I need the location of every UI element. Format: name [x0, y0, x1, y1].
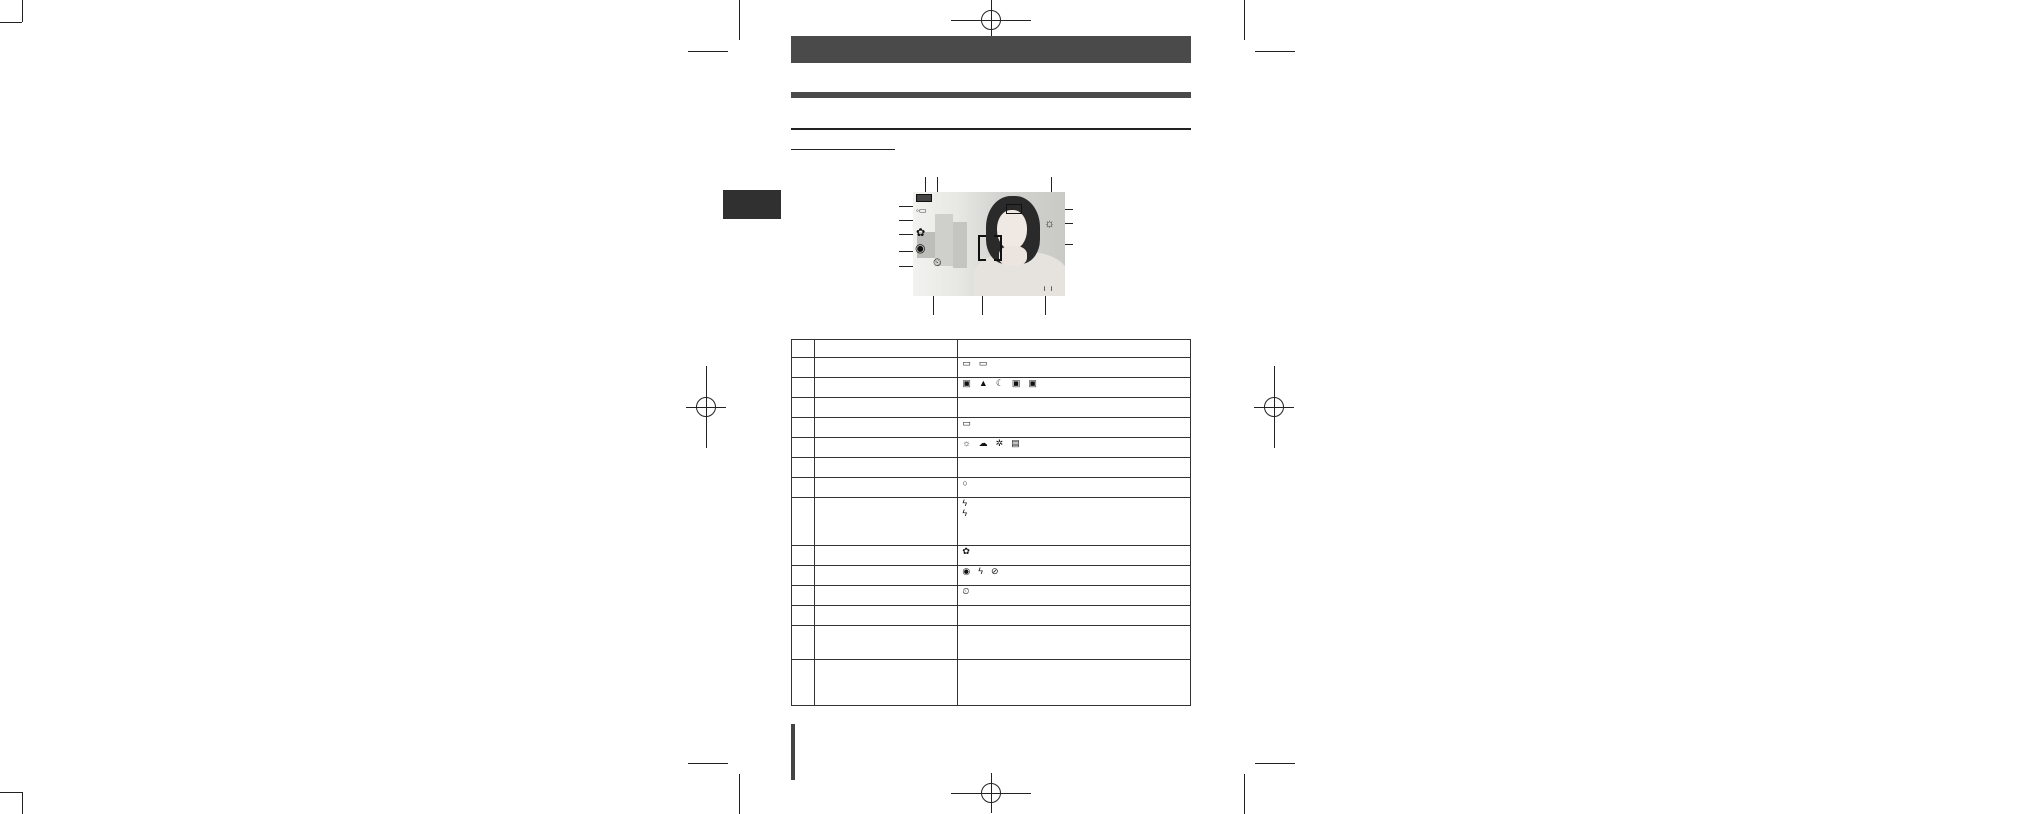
row-number — [792, 398, 815, 418]
shots-remaining-marks: ╷ ╷ — [1042, 282, 1054, 291]
row-item — [814, 438, 958, 458]
macro-icon: ✿ — [916, 227, 926, 239]
row-item — [814, 478, 958, 498]
self-timer-icon: ⏲ — [962, 586, 970, 596]
table-row — [792, 340, 1191, 358]
registration-line — [706, 366, 707, 448]
row-symbols — [958, 478, 1191, 498]
row-symbols — [958, 660, 1191, 706]
crop-mark — [1244, 774, 1245, 814]
battery-indicator-icon — [916, 194, 932, 202]
callout-line-5 — [899, 220, 913, 221]
row-item — [814, 418, 958, 438]
row-symbols — [958, 606, 1191, 626]
wb-cloudy-icon: ☁ — [978, 438, 988, 448]
row-symbols — [958, 626, 1191, 660]
section-rule — [791, 128, 1191, 130]
flash-icon: ϟ — [962, 498, 968, 508]
viewfinder-photo — [913, 192, 1065, 296]
battery-low-icon: ▭ — [978, 358, 988, 368]
row-item — [814, 378, 958, 398]
table-row — [792, 586, 1191, 606]
scene-night-icon: ☾ — [995, 378, 1004, 388]
wb-fluorescent-icon: ▤ — [1011, 438, 1020, 448]
row-item — [814, 546, 958, 566]
registration-line — [1274, 366, 1275, 448]
wb-sunny-icon: ☼ — [1044, 216, 1055, 230]
row-number — [792, 566, 815, 586]
callout-line-12 — [933, 296, 934, 315]
table-row — [792, 546, 1191, 566]
af-target-mark — [978, 235, 1002, 257]
row-number — [792, 418, 815, 438]
subheading-underline — [791, 149, 895, 150]
row-symbols — [958, 546, 1191, 566]
registration-line — [951, 20, 1031, 21]
wb-tungsten-icon: ✲ — [995, 438, 1004, 448]
crop-mark — [0, 22, 22, 23]
crop-mark — [688, 763, 728, 764]
row-item — [814, 340, 958, 358]
chapter-tab — [723, 190, 781, 219]
scene-landscape-portrait-icon: ▣ — [1028, 378, 1037, 388]
row-symbols — [958, 378, 1191, 398]
row-number — [792, 458, 815, 478]
crop-mark — [22, 0, 23, 22]
row-number — [792, 358, 815, 378]
table-row — [792, 438, 1191, 458]
row-number — [792, 546, 815, 566]
row-number — [792, 626, 815, 660]
row-symbols — [958, 566, 1191, 586]
callout-line-1 — [925, 177, 926, 192]
row-symbols — [958, 418, 1191, 438]
battery-full-icon: ▭ — [962, 358, 971, 368]
callout-line-2 — [937, 177, 938, 192]
row-symbols — [958, 438, 1191, 458]
callout-line-3 — [1051, 177, 1052, 192]
row-item — [814, 458, 958, 478]
row-symbols — [958, 398, 1191, 418]
macro-icon: ✿ — [962, 546, 970, 556]
row-symbols — [958, 358, 1191, 378]
red-eye-icon: ◉ — [962, 566, 971, 576]
row-item — [814, 660, 958, 706]
row-item — [814, 626, 958, 660]
row-number — [792, 340, 815, 358]
scene-sport-icon: ▣ — [1011, 378, 1021, 388]
row-item — [814, 498, 958, 546]
table-row — [792, 498, 1191, 546]
focus-indicator-icon: ◦▭ — [916, 206, 927, 215]
row-symbols — [958, 586, 1191, 606]
row-number — [792, 478, 815, 498]
header-bar — [791, 36, 1191, 63]
mode-box — [1006, 204, 1022, 214]
table-row — [792, 626, 1191, 660]
table-row — [792, 566, 1191, 586]
callout-line-14 — [1045, 296, 1046, 315]
flash-icon: ϟ — [978, 566, 984, 576]
table-row — [792, 606, 1191, 626]
scene-landscape-icon: ▲ — [978, 378, 988, 388]
crop-mark — [1255, 763, 1295, 764]
row-item — [814, 586, 958, 606]
row-item — [814, 566, 958, 586]
indicator-table — [791, 339, 1191, 706]
row-item — [814, 398, 958, 418]
row-number — [792, 606, 815, 626]
row-number — [792, 498, 815, 546]
row-symbols — [958, 340, 1191, 358]
wb-sunny-icon: ☼ — [962, 438, 971, 448]
table-row — [792, 458, 1191, 478]
table-row — [792, 378, 1191, 398]
crop-mark — [688, 51, 728, 52]
crop-mark — [22, 792, 23, 814]
table-row — [792, 478, 1191, 498]
row-number — [792, 660, 815, 706]
crop-mark — [739, 774, 740, 814]
table-row — [792, 418, 1191, 438]
row-number — [792, 438, 815, 458]
table-row — [792, 660, 1191, 706]
section-bar — [791, 92, 1191, 98]
self-timer-icon: ⏲ — [933, 257, 942, 269]
registration-line — [951, 793, 1031, 794]
crop-mark — [0, 792, 22, 793]
crop-mark — [739, 0, 740, 40]
flash-icon: ϟ — [962, 508, 968, 518]
row-symbols — [958, 458, 1191, 478]
flash-off-icon: ⊘ — [991, 566, 999, 576]
circle-indicator-icon: ○ — [962, 478, 968, 488]
note-bar — [791, 724, 795, 780]
row-symbols — [958, 498, 1191, 546]
row-item — [814, 358, 958, 378]
row-item — [814, 606, 958, 626]
row-number — [792, 586, 815, 606]
red-eye-icon: ◉ — [915, 241, 926, 255]
callout-line-13 — [982, 296, 983, 315]
scene-portrait-icon: ▣ — [962, 378, 971, 388]
table-row — [792, 398, 1191, 418]
crop-mark — [1244, 0, 1245, 40]
row-number — [792, 378, 815, 398]
table-row — [792, 358, 1191, 378]
record-frame-icon: ▭ — [962, 418, 971, 428]
crop-mark — [1255, 51, 1295, 52]
